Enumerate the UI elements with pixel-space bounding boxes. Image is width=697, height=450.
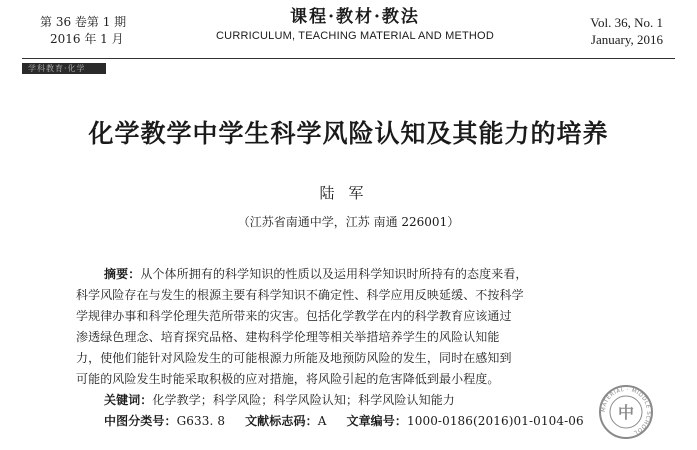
- volume-en: Vol. 36, No. 1: [590, 15, 663, 30]
- article-title: 化学教学中学生科学风险认知及其能力的培养: [88, 119, 609, 148]
- abstract-line: 学规律办事和科学伦理失范所带来的灾害。包括化学教学在内的科学教育应该通过: [76, 309, 512, 323]
- stamp-center-text: 中: [617, 403, 635, 422]
- keywords-line: [76, 390, 636, 411]
- class-value: G633. 8: [176, 414, 226, 428]
- abstract-line: 科学风险存在与发生的根源主要有科学知识不确定性、科学应用反映延缓、不按科学: [76, 288, 524, 302]
- author-affiliation: （江苏省南通中学，江苏 南通 226001）: [237, 215, 460, 229]
- classification-line: [76, 411, 636, 432]
- abstract-label: 摘要：: [104, 267, 141, 281]
- abstract-line: [76, 264, 636, 285]
- article-no-label: 文章编号：: [346, 414, 407, 428]
- article-no-value: 1000-0186(2016)01-0104-06: [406, 414, 584, 428]
- doc-code-value: A: [317, 414, 327, 428]
- header-rule: [22, 58, 675, 59]
- date-cn: 2016 年 1 月: [50, 32, 124, 46]
- doc-code-label: 文献标志码：: [245, 414, 318, 428]
- keywords-text: 化学教学；科学风险；科学风险认知；科学风险认知能力: [152, 393, 455, 407]
- abstract-block: [76, 264, 636, 432]
- abstract-line: 可能的风险发生时能采取积极的应对措施，将风险引起的危害降低到最小程度。: [76, 372, 500, 386]
- abstract-line: 力，使他们能针对风险发生的可能根源力所能及地预防风险的发生，同时在感知到: [76, 351, 512, 365]
- stamp-ring-text: MATERIAL · MIDDLE SCHOOL: [600, 386, 652, 436]
- column-tag: 学科教育·化学: [22, 63, 106, 74]
- library-stamp-icon: [598, 384, 654, 440]
- volume-cn: 第 36 卷第 1 期: [40, 15, 127, 29]
- journal-title-cn: 课程·教材·教法: [290, 7, 420, 27]
- issue-info: [40, 14, 126, 48]
- journal-title-en: CURRICULUM, TEACHING MATERIAL AND METHOD: [216, 30, 494, 42]
- keywords-label: 关键词：: [104, 393, 153, 407]
- date-en: January, 2016: [590, 32, 663, 47]
- author-name: 陆军: [319, 184, 378, 202]
- journal-masthead: [200, 6, 510, 44]
- abstract-line: 渗透绿色理念、培育探究品格、建构科学伦理等相关举措培养学生的风险认知能: [76, 330, 500, 344]
- class-label: 中图分类号：: [104, 414, 177, 428]
- issue-info-en: [590, 14, 663, 48]
- abstract-text: 从个体所拥有的科学知识的性质以及运用科学知识时所持有的态度来看，: [140, 267, 528, 281]
